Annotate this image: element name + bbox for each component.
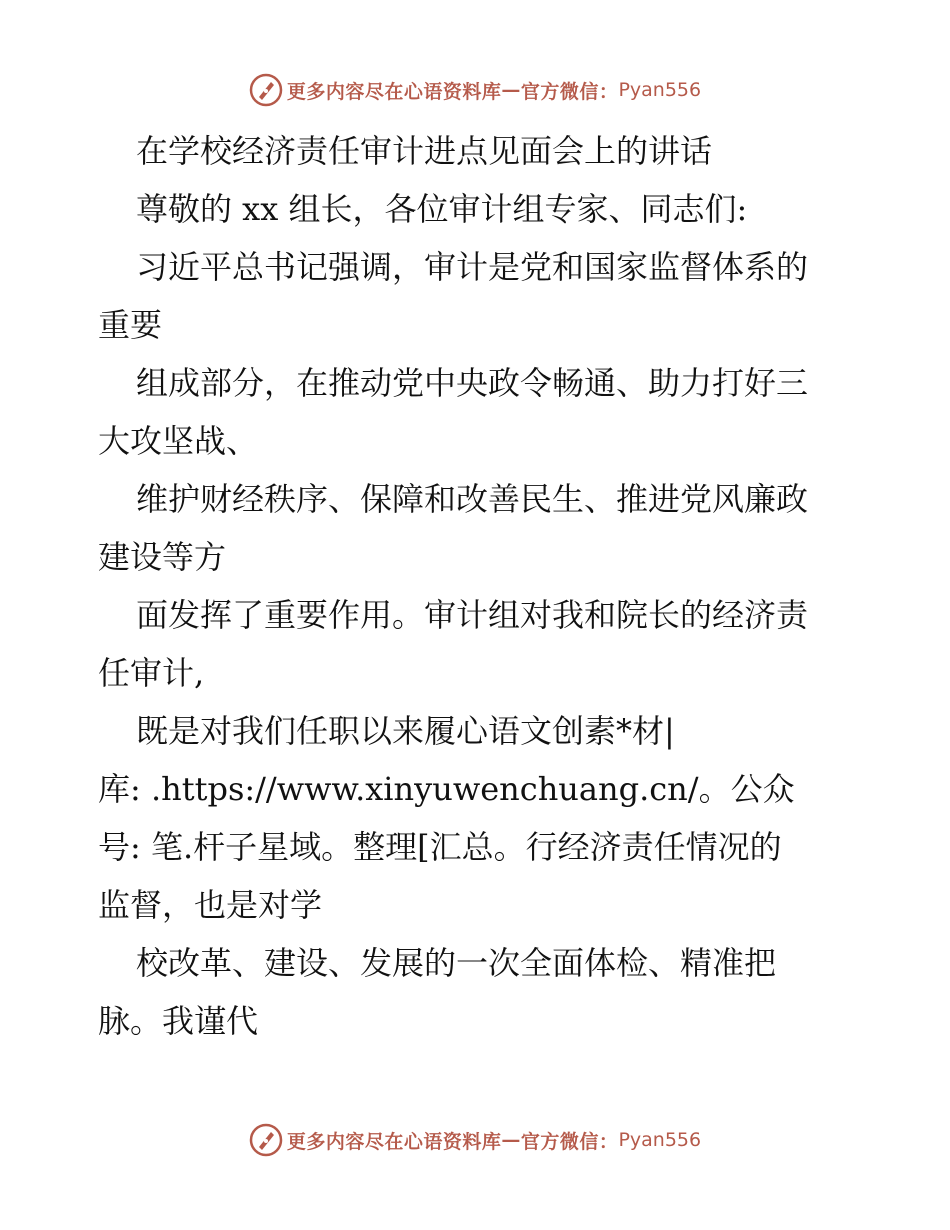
body-line: 校改革、建设、发展的一次全面体检、精准把 [136, 944, 777, 982]
pen-nib-logo-icon [249, 1123, 283, 1157]
body-line: 库: .https://www.xinyuwenchuang.cn/。公众 [98, 770, 795, 808]
footer-brand-bar [0, 1120, 950, 1160]
header-brand-bar [0, 70, 950, 110]
brand-separator: — [501, 79, 521, 101]
body-line: 号: 笔.杆子星域。整理[汇总。行经济责任情况的 [98, 828, 782, 866]
body-line: 既是对我们任职以来履心语文创素*材| [136, 712, 675, 750]
brand-wechat-id: Pyan556 [618, 1129, 702, 1151]
body-line: 维护财经秩序、保障和改善民生、推进党风廉政 [136, 480, 809, 518]
brand-wechat-label: 官方微信： [520, 1130, 619, 1153]
brand-main-text: 更多内容尽在心语资料库 [286, 80, 502, 103]
body-line: 监督，也是对学 [98, 886, 323, 924]
body-line: 习近平总书记强调，审计是党和国家监督体系的 [136, 248, 809, 286]
body-line: 大攻坚战、 [98, 422, 259, 460]
document-body [98, 122, 858, 1050]
body-line: 任审计, [98, 654, 205, 692]
body-line: 建设等方 [98, 538, 227, 576]
salutation-line: 尊敬的 xx 组长，各位审计组专家、同志们: [136, 190, 748, 228]
document-title: 在学校经济责任审计进点见面会上的讲话 [136, 132, 713, 170]
brand-separator: — [501, 1129, 521, 1151]
brand-wechat-id: Pyan556 [618, 79, 702, 101]
body-line: 重要 [98, 306, 163, 344]
brand-main-text: 更多内容尽在心语资料库 [286, 1130, 502, 1153]
body-line: 脉。我谨代 [98, 1002, 259, 1040]
body-line: 面发挥了重要作用。审计组对我和院长的经济责 [136, 596, 809, 634]
brand-wechat-label: 官方微信： [520, 80, 619, 103]
pen-nib-logo-icon [249, 73, 283, 107]
body-line: 组成部分，在推动党中央政令畅通、助力打好三 [136, 364, 809, 402]
